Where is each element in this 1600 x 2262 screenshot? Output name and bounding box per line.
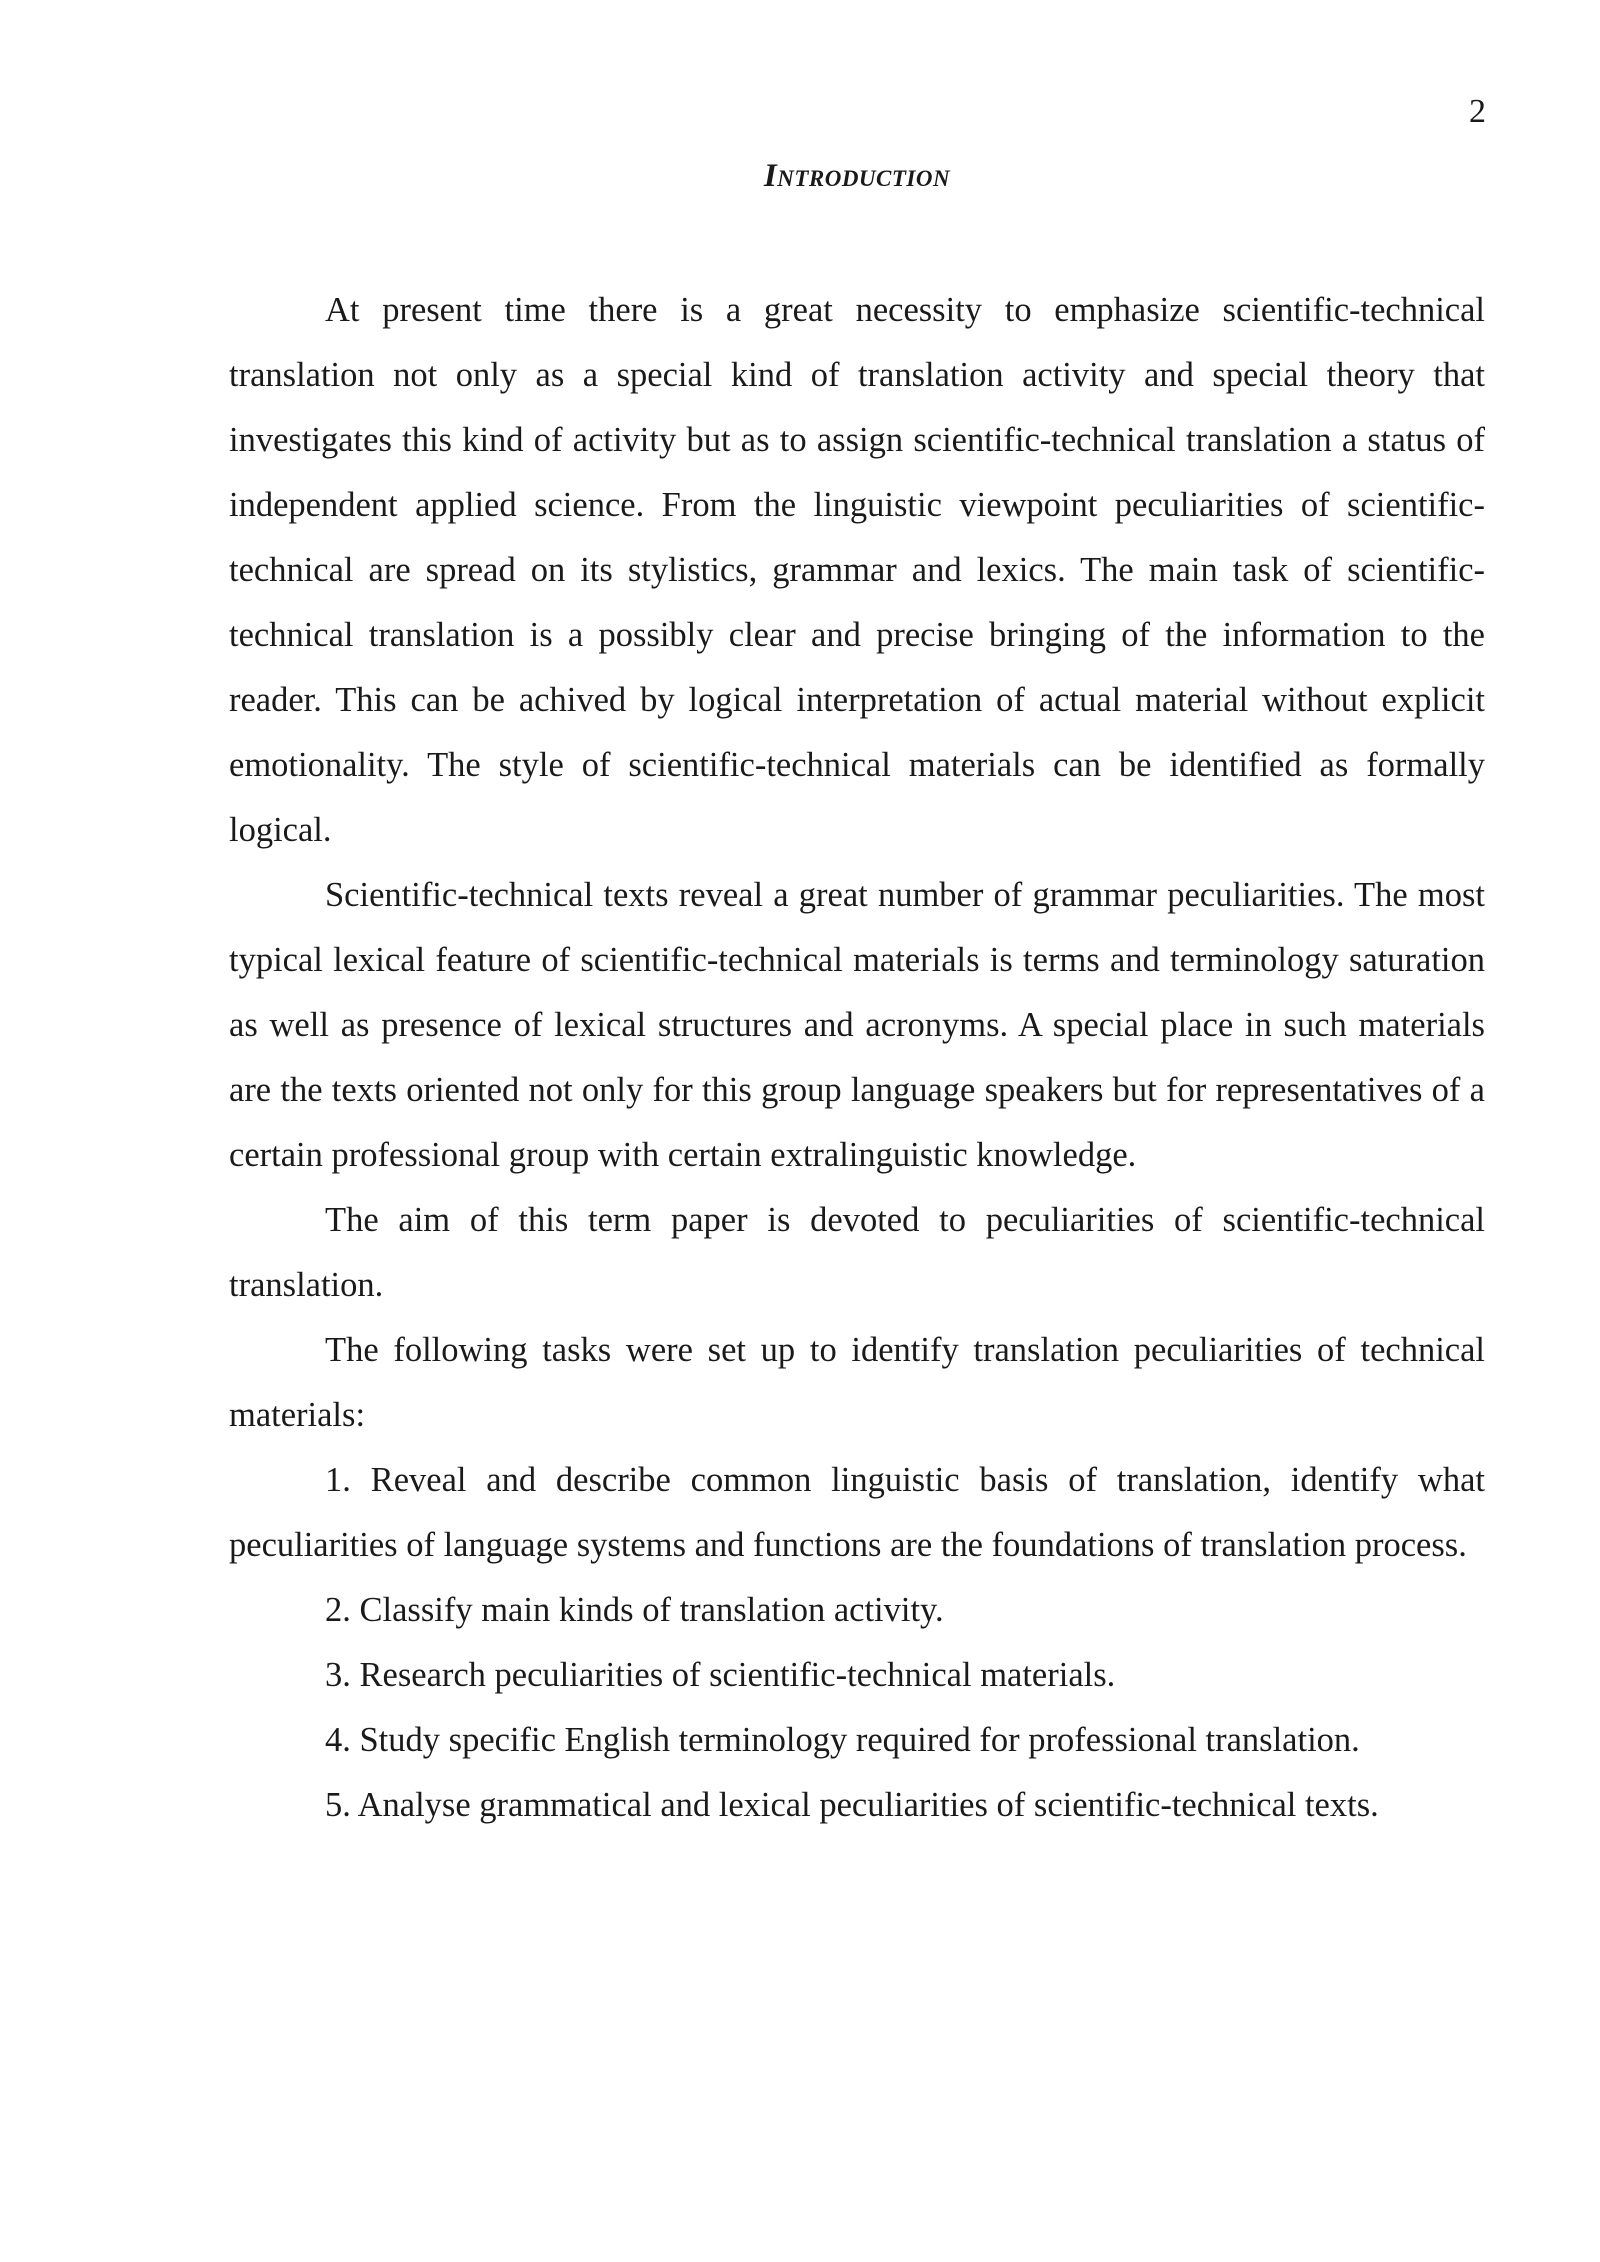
paragraph-tasks: The following tasks were set up to identify translation peculiarities of technical materials: bbox=[229, 1331, 1485, 1434]
task-item-3: 3. Research peculiarities of scientific-technical materials. bbox=[325, 1656, 1116, 1694]
paragraph-intro: At present time there is a great necessity to emphasize scientific-technical translation not only as a special kind of translation activity and special theory that investigates this kind of activity but as to assign scientific-technical translation a status of independent applied science. From the linguistic viewpoint peculiarities of scientific-technical are spread on its stylistics, grammar and lexics. The main task of scientific-technical translation is a possibly clear and precise bringing of the information to the reader. This can be achived by logical interpretation of actual material without explicit emotionality. The style of scientific-technical materials can be identified as formally logical. bbox=[229, 291, 1485, 849]
page-number: 2 bbox=[1469, 93, 1486, 130]
paragraph-aim: The aim of this term paper is devoted to peculiarities of scientific-technical translation. bbox=[229, 1201, 1485, 1304]
task-item-1: 1. Reveal and describe common linguistic basis of translation, identify what peculiarities of language systems and functions are the foundations of translation process. bbox=[229, 1461, 1485, 1564]
task-item-4: 4. Study specific English terminology required for professional translation. bbox=[325, 1721, 1360, 1759]
paragraph-grammar: Scientific-technical texts reveal a great number of grammar peculiarities. The most typical lexical feature of scientific-technical materials is terms and terminology saturation as well as presence of lexical structures and acronyms. A special place in such materials are the texts oriented not only for this group language speakers but for representatives of a certain professional group with certain extralinguistic knowledge. bbox=[229, 876, 1485, 1174]
task-item-2: 2. Classify main kinds of translation activity. bbox=[325, 1591, 944, 1629]
body-text bbox=[229, 278, 1485, 1838]
task-item-5: 5. Analyse grammatical and lexical peculiarities of scientific-technical texts. bbox=[325, 1786, 1379, 1824]
section-title: Introduction bbox=[763, 158, 951, 194]
